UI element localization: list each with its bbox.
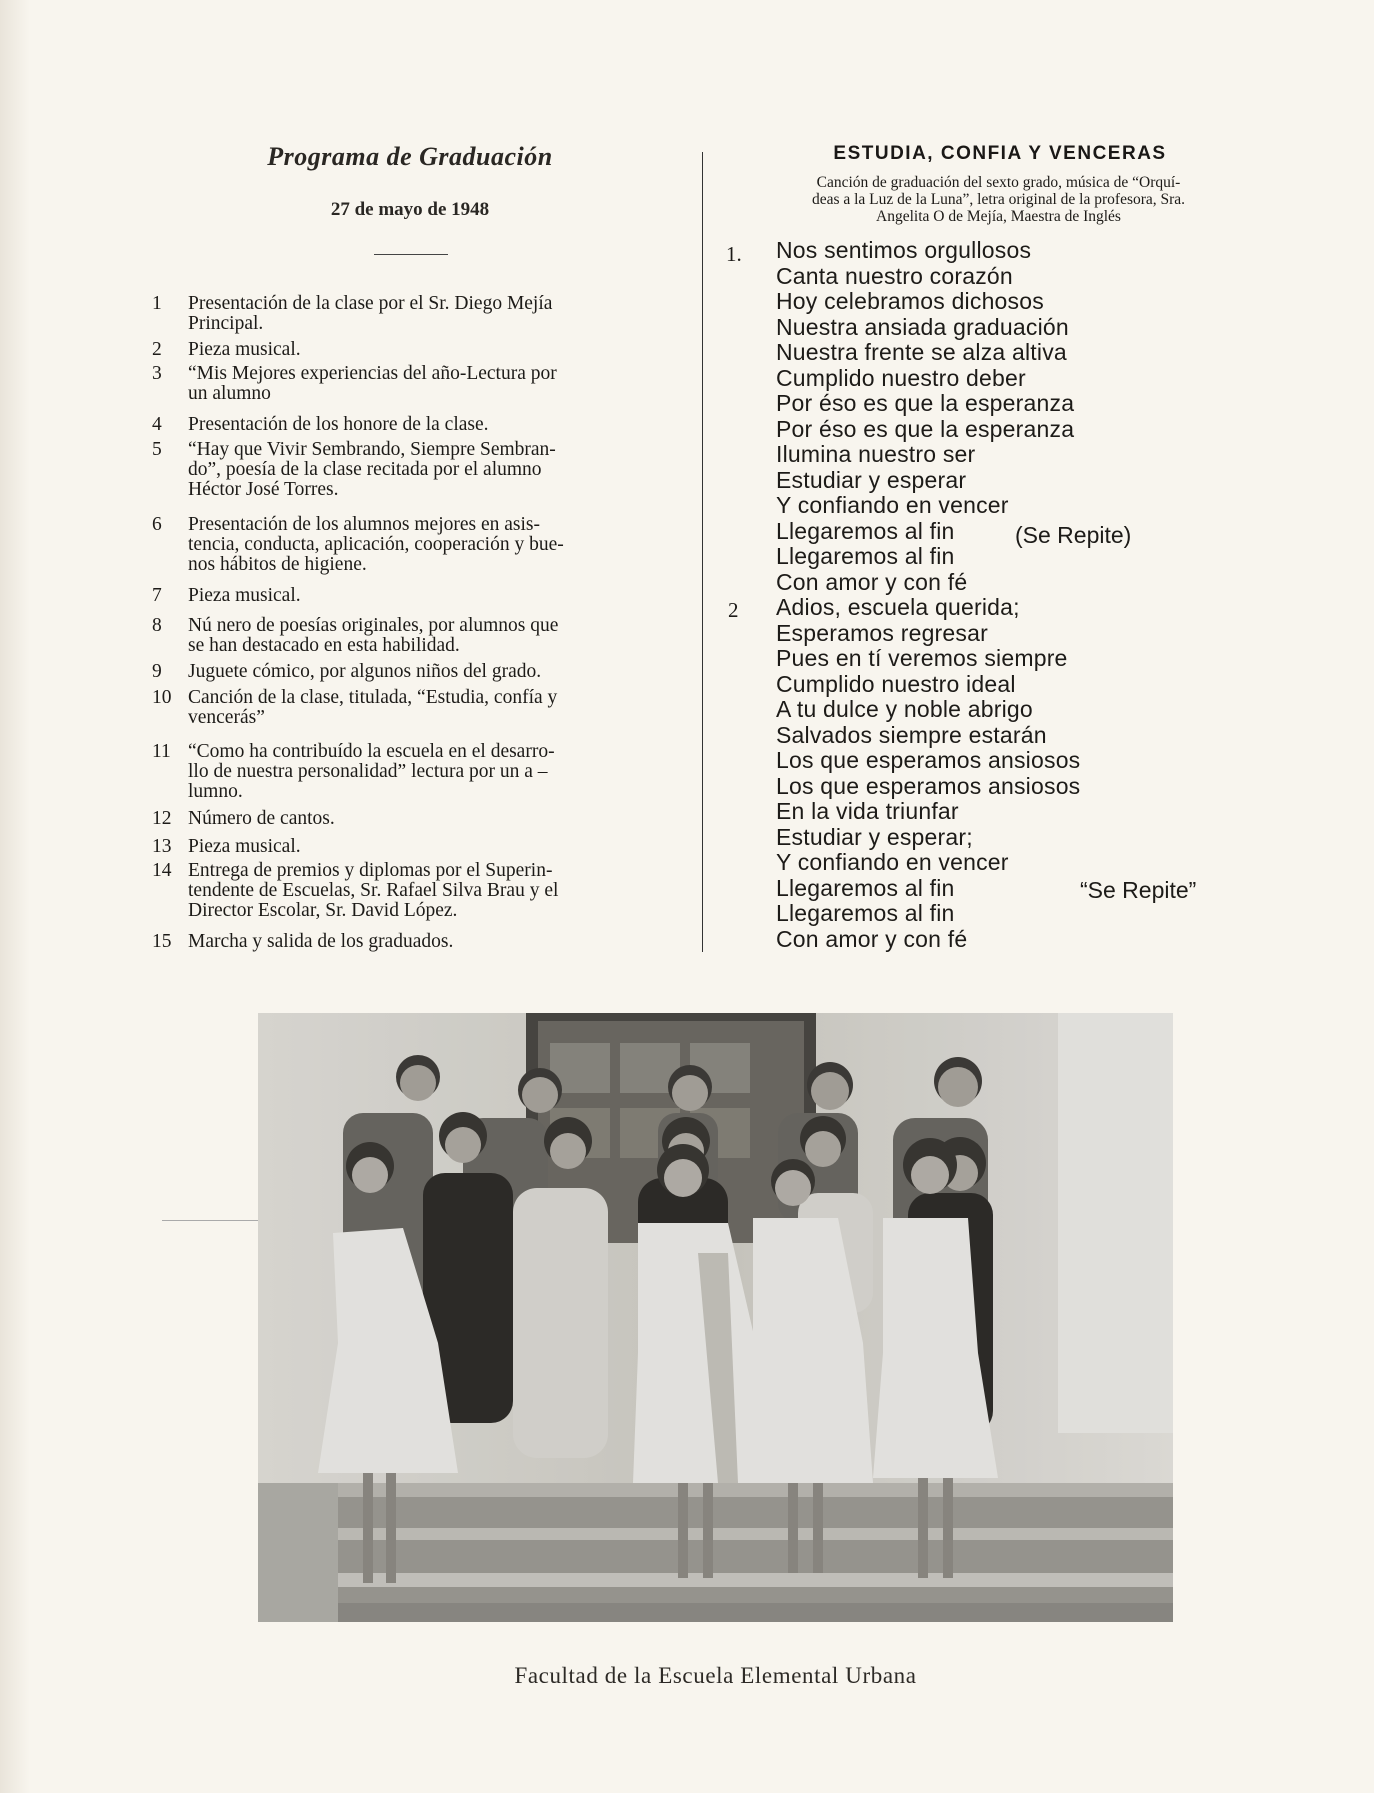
repeat-note: “Se Repite” [1080,877,1197,903]
lyric-line: Adios, escuela querida; [776,594,1020,620]
program-item-text: Presentación de los honore de la clase. [188,414,489,435]
lyric-line: Llegaremos al fin [776,900,955,926]
program-item [152,837,692,857]
program-item-text: Presentación de los alumnos mejores en asis- tencia, conducta, aplicación, cooperación y bue- nos hábitos de higiene. [188,514,564,575]
program-item [152,616,692,656]
program-item-number: 2 [152,339,162,360]
lyric-line: Y confiando en vencer [776,849,1009,875]
program-item-number: 7 [152,585,162,606]
program-item [152,932,692,952]
lyric-line: Nuestra ansiada graduación [776,313,1069,340]
lyric-line: Llegaremos al fin [776,874,955,901]
verse-number: 2 [728,598,739,622]
lyric-line: Esperamos regresar [776,619,988,646]
lyric-line: A tu dulce y noble abrigo [776,696,1033,722]
program-item-text: Juguete cómico, por algunos niños del grado. [188,661,542,682]
program-item-number: 13 [152,836,172,857]
program-item [152,809,692,829]
program-item [152,440,692,500]
lyric-line: Estudiar y esperar; [776,823,973,850]
song-title: ESTUDIA, CONFIA Y VENCERAS [833,143,1167,164]
program-item-number: 11 [152,741,171,762]
page-edge-shadow [0,0,30,1793]
program-item-text: Nú nero de poesías originales, por alumnos que se han destacado en esta habilidad. [188,615,559,656]
program-item-text: “Mis Mejores experiencias del año-Lectura por un alumno [188,363,557,404]
program-item-text: “Hay que Vivir Sembrando, Siempre Sembran- do”, poesía de la clase recitada por el alumno Héctor José Torres. [188,439,556,500]
lyric-line: Con amor y con fé [776,568,968,595]
lyric-line: Con amor y con fé [776,925,968,952]
lyric-line: En la vida triunfar [776,798,959,824]
program-item [152,861,692,921]
program-item-text: Pieza musical. [188,339,301,360]
program-item-number: 10 [152,687,172,708]
program-item [152,364,692,404]
program-item-number: 5 [152,439,162,460]
program-item-number: 6 [152,514,162,535]
program-item-number: 15 [152,931,172,952]
lyric-line: Llegaremos al fin [776,543,955,569]
repeat-note: (Se Repite) [1015,522,1132,548]
program-item-number: 1 [152,293,162,314]
program-item [152,586,692,606]
song-lyrics [776,238,1276,952]
lyric-line: Ilumina nuestro ser [776,441,976,467]
program-item-text: Marcha y salida de los graduados. [188,931,454,952]
lyric-line: Nuestra frente se alza altiva [776,339,1067,365]
lyric-line: Y confiando en vencer [776,492,1009,518]
program-item [152,294,692,334]
title-divider [374,254,448,255]
verse-2 [776,595,1276,952]
program-item [152,415,692,435]
lyric-line: Los que esperamos ansiosos [776,772,1081,799]
program-item-text: Canción de la clase, titulada, “Estudia, confía y vencerás” [188,687,558,728]
program-item-number: 12 [152,808,172,829]
lyric-line: Los que esperamos ansiosos [776,747,1081,773]
program-item-number: 4 [152,414,162,435]
program-item-text: Número de cantos. [188,808,335,829]
photo-caption: Facultad de la Escuela Elemental Urbana [514,1663,917,1688]
program-item-number: 8 [152,615,162,636]
program-item [152,742,692,802]
program-item [152,340,692,360]
program-item [152,662,692,682]
program-item-number: 3 [152,363,162,384]
lyric-line: Estudiar y esperar [776,466,967,493]
program-title: Programa de Graduación [267,142,553,171]
program-item-text: Entrega de premios y diplomas por el Superin- tendente de Escuelas, Sr. Rafael Silva Brau y el Director Escolar, Sr. David López. [188,860,559,921]
song-subtitle: Canción de graduación del sexto grado, música de “Orquí- deas a la Luz de la Luna”, letra original de la profesora, Sra. Angelita O de Mejía, Maestra de Inglés [811,174,1186,225]
lyric-line: Nos sentimos orgullosos [776,237,1032,263]
program-date: 27 de mayo de 1948 [330,199,490,220]
faculty-group-photo [258,1013,1173,1622]
lyric-line: Llegaremos al fin [776,517,955,544]
lyric-line: Salvados siempre estarán [776,721,1047,748]
program-item-text: Pieza musical. [188,585,301,606]
lyric-line: Por éso es que la esperanza [776,390,1075,416]
lyric-line: Hoy celebramos dichosos [776,288,1044,314]
lyric-line: Cumplido nuestro ideal [776,670,1016,697]
program-item [152,688,692,728]
lyric-line: Pues en tí veremos siempre [776,645,1068,671]
program-item [152,515,692,575]
verse-number: 1. [726,242,742,266]
faculty-photo-illustration [258,1013,1173,1622]
program-item-text: Presentación de la clase por el Sr. Diego Mejía Principal. [188,293,553,334]
lyric-line: Por éso es que la esperanza [776,415,1075,442]
program-item-text: “Como ha contribuído la escuela en el desarro- llo de nuestra personalidad” lectura por un a – lumno. [188,741,555,802]
lyric-line: Canta nuestro corazón [776,262,1013,289]
column-divider [702,152,703,952]
program-item-number: 14 [152,860,172,881]
program-item-number: 9 [152,661,162,682]
lyric-line: Cumplido nuestro deber [776,364,1026,391]
program-item-text: Pieza musical. [188,836,301,857]
